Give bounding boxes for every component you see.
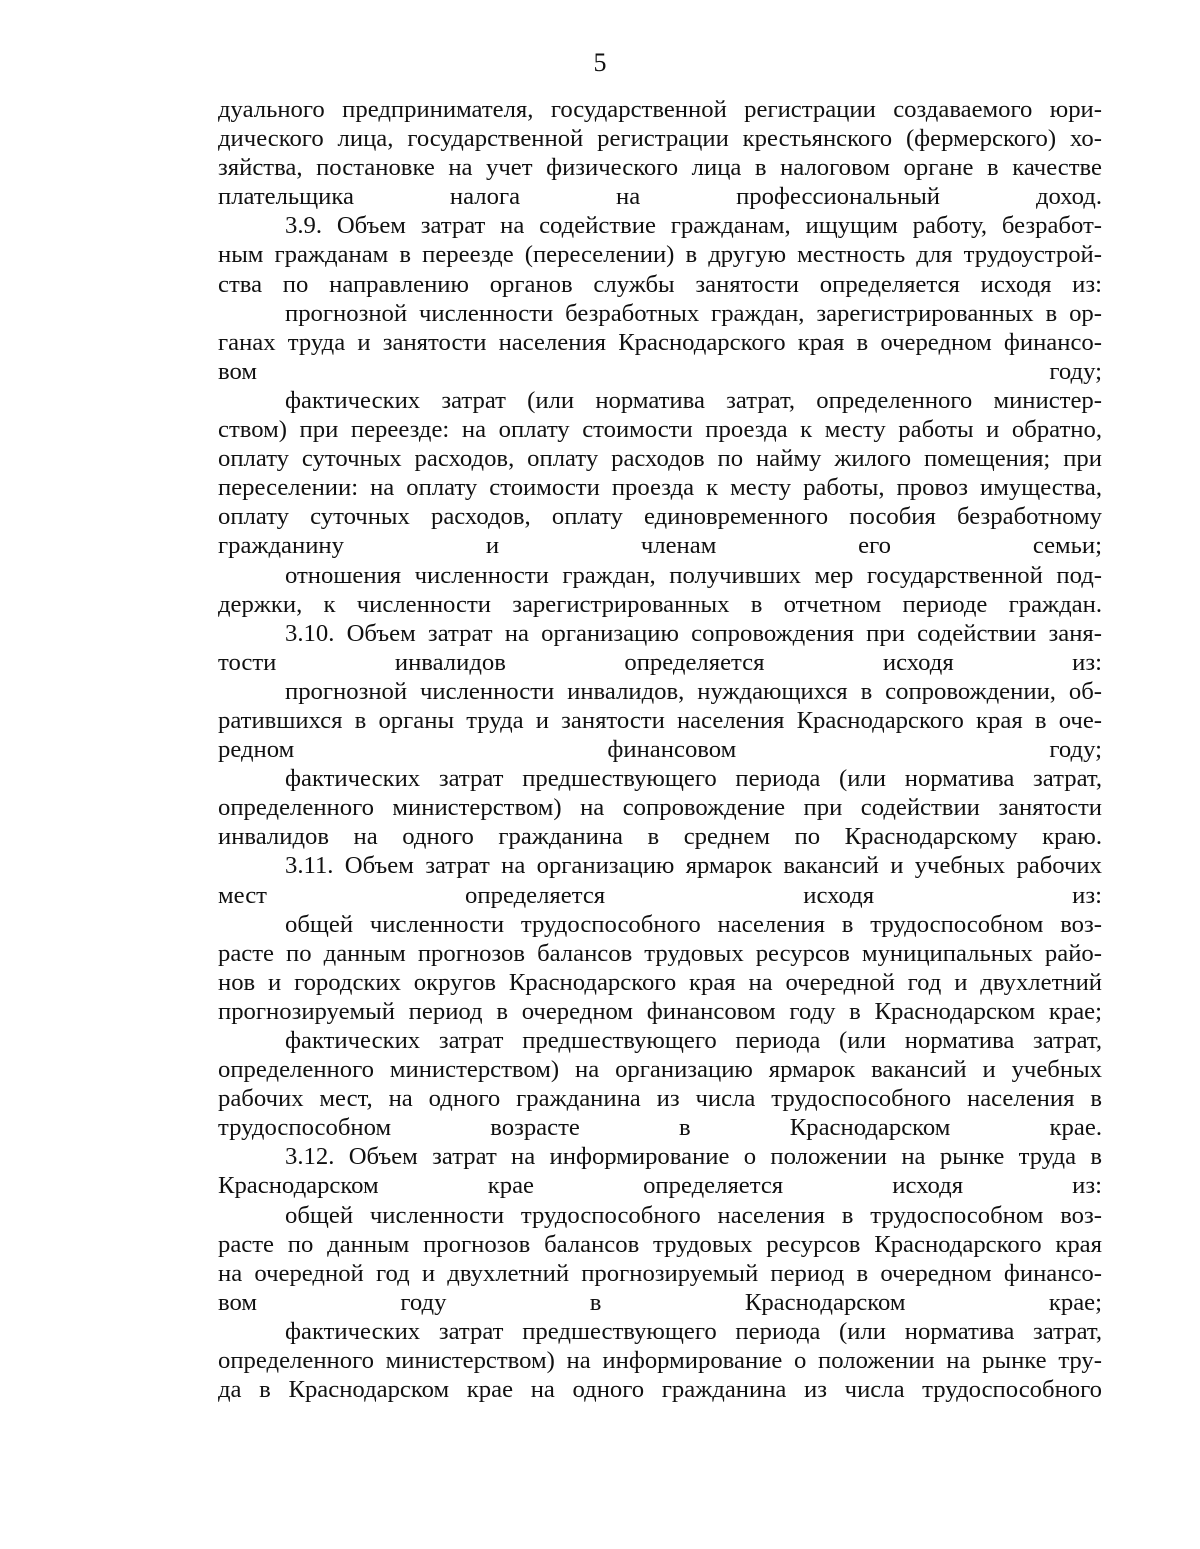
text-line: прогнозной численности безработных граждан, зарегистрированных в ор-: [285, 299, 1102, 327]
text-line: общей численности трудоспособного населения в трудоспособном воз-: [285, 1201, 1102, 1229]
paragraph-information-costs: [218, 1317, 1102, 1404]
text-line: прогнозной численности инвалидов, нуждающихся в сопровождении, об-: [285, 677, 1102, 705]
text-line: 3.10. Объем затрат на организацию сопровождения при содействии заня-: [285, 619, 1102, 647]
text-line: определенного министерством) на сопровождение при содействии занятости: [218, 794, 1102, 822]
text-line: зяйства, постановке на учет физического лица в налоговом органе в качестве: [218, 154, 1102, 182]
text-line: ным гражданам в переезде (переселении) в другую местность для трудоустрой-: [218, 241, 1102, 269]
document-body: [218, 95, 1102, 1404]
text-line: трудоспособном возрасте в Краснодарском крае.: [218, 1114, 1102, 1142]
paragraph-3-12: [218, 1142, 1102, 1200]
text-line: ством) при переезде: на оплату стоимости проезда к месту работы и обратно,: [218, 416, 1102, 444]
text-line: фактических затрат предшествующего периода (или норматива затрат,: [285, 1317, 1102, 1345]
text-line: ратившихся в органы труда и занятости населения Краснодарского края в оче-: [218, 706, 1102, 734]
text-line: определенного министерством) на организацию ярмарок вакансий и учебных: [218, 1056, 1102, 1084]
page-number: 5: [593, 48, 607, 77]
text-line: расте по данным прогнозов балансов трудовых ресурсов Краснодарского края: [218, 1230, 1102, 1258]
text-line: на очередной год и двухлетний прогнозируемый период в очередном финансо-: [218, 1259, 1102, 1287]
paragraph-3-9: [218, 211, 1102, 298]
text-line: прогнозируемый период в очередном финансовом году в Краснодарском крае;: [218, 997, 1102, 1025]
text-line: фактических затрат предшествующего периода (или норматива затрат,: [285, 765, 1102, 793]
text-line: плательщика налога на профессиональный доход.: [218, 183, 1102, 211]
text-line: переселении: на оплату стоимости проезда к месту работы, провоз имущества,: [218, 474, 1102, 502]
text-line: фактических затрат (или норматива затрат, определенного министер-: [285, 386, 1102, 414]
paragraph-working-population-municipal: [218, 910, 1102, 1026]
text-line: да в Краснодарском крае на одного гражданина из числа трудоспособного: [218, 1376, 1102, 1404]
text-line: держки, к численности зарегистрированных в отчетном периоде граждан.: [218, 590, 1102, 618]
text-line: вом году в Краснодарском крае;: [218, 1288, 1102, 1316]
text-line: гражданину и членам его семьи;: [218, 532, 1102, 560]
paragraph-continuation: [218, 95, 1102, 211]
text-line: общей численности трудоспособного населения в трудоспособном воз-: [285, 910, 1102, 938]
text-line: вом году;: [218, 357, 1102, 385]
paragraph-job-fair-costs: [218, 1026, 1102, 1142]
text-line: ганах труда и занятости населения Краснодарского края в очередном финансо-: [218, 328, 1102, 356]
paragraph-3-10: [218, 619, 1102, 677]
text-line: редном финансовом году;: [218, 736, 1102, 764]
text-line: 3.9. Объем затрат на содействие гражданам, ищущим работу, безработ-: [285, 212, 1102, 240]
text-line: дического лица, государственной регистрации крестьянского (фермерского) хо-: [218, 125, 1102, 153]
text-line: определенного министерством) на информирование о положении на рынке тру-: [218, 1347, 1102, 1375]
text-line: оплату суточных расходов, оплату расходов по найму жилого помещения; при: [218, 445, 1102, 473]
text-line: тости инвалидов определяется исходя из:: [218, 648, 1102, 676]
text-line: рабочих мест, на одного гражданина из числа трудоспособного населения в: [218, 1085, 1102, 1113]
paragraph-disabled-forecast: [218, 677, 1102, 764]
text-line: инвалидов на одного гражданина в среднем по Краснодарскому краю.: [218, 823, 1102, 851]
text-line: оплату суточных расходов, оплату единовременного пособия безработному: [218, 503, 1102, 531]
paragraph-support-ratio: [218, 561, 1102, 619]
text-line: 3.12. Объем затрат на информирование о положении на рынке труда в: [285, 1143, 1102, 1171]
paragraph-working-population-region: [218, 1201, 1102, 1317]
text-line: ства по направлению органов службы занятости определяется исходя из:: [218, 270, 1102, 298]
paragraph-3-11: [218, 851, 1102, 909]
text-line: фактических затрат предшествующего периода (или норматива затрат,: [285, 1027, 1102, 1054]
text-line: Краснодарском крае определяется исходя из:: [218, 1172, 1102, 1200]
paragraph-escort-costs: [218, 764, 1102, 851]
paragraph-relocation-costs: [218, 386, 1102, 561]
text-line: дуального предпринимателя, государственной регистрации создаваемого юри-: [218, 96, 1102, 123]
text-line: мест определяется исходя из:: [218, 881, 1102, 909]
text-line: нов и городских округов Краснодарского края на очередной год и двухлетний: [218, 968, 1102, 996]
text-line: 3.11. Объем затрат на организацию ярмарок вакансий и учебных рабочих: [285, 852, 1102, 880]
paragraph-unemployed-forecast: [218, 299, 1102, 386]
text-line: расте по данным прогнозов балансов трудовых ресурсов муниципальных райо-: [218, 939, 1102, 967]
text-line: отношения численности граждан, получивших мер государственной под-: [285, 561, 1102, 589]
